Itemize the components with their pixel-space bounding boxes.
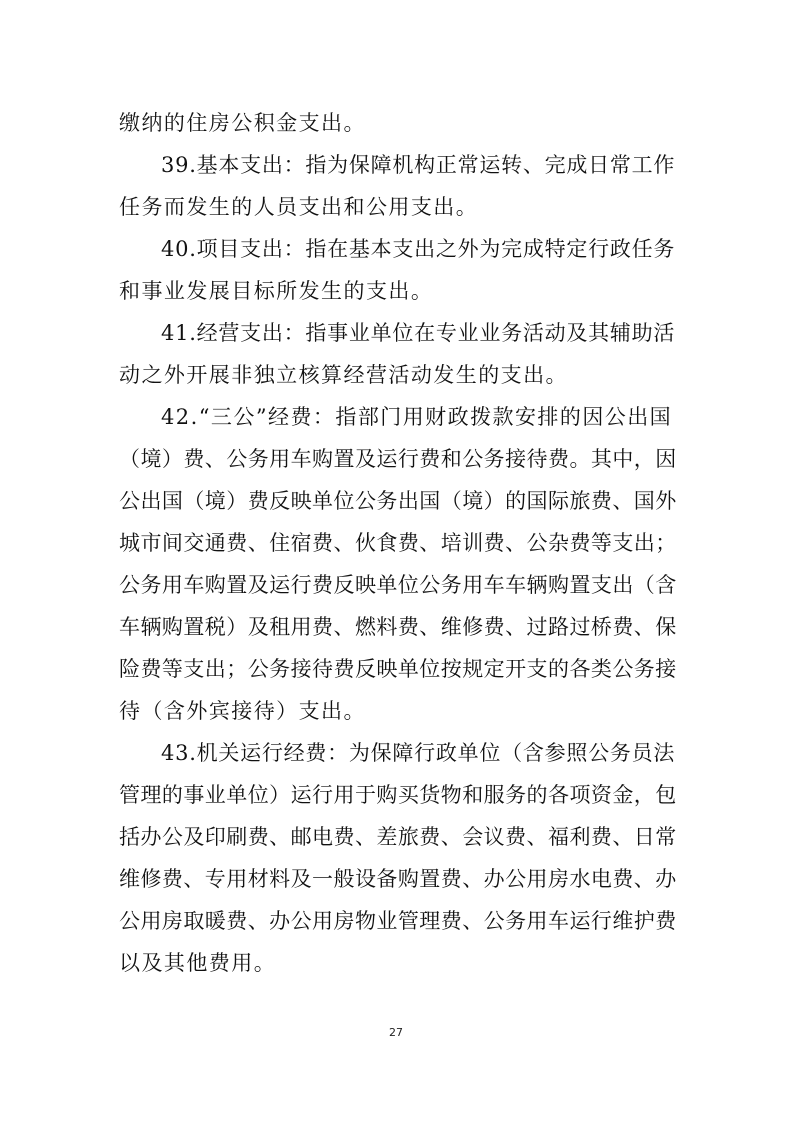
text-line: 公用房取暖费、办公用房物业管理费、公务用车运行维护费 bbox=[119, 909, 677, 933]
text-line-item-42: 42.“三公”经费：指部门用财政拨款安排的因公出国 bbox=[161, 405, 673, 429]
text-line: 动之外开展非独立核算经营活动发生的支出。 bbox=[119, 363, 568, 387]
text-line: （境）费、公务用车购置及运行费和公务接待费。其中，因 bbox=[119, 447, 677, 471]
text-line-item-41: 41.经营支出：指事业单位在专业业务活动及其辅助活 bbox=[161, 321, 676, 345]
text-line: 任务而发生的人员支出和公用支出。 bbox=[119, 195, 479, 219]
page-number: 27 bbox=[389, 1026, 403, 1039]
text-line: 以及其他费用。 bbox=[119, 951, 277, 975]
text-line-item-40: 40.项目支出：指在基本支出之外为完成特定行政任务 bbox=[161, 237, 676, 261]
text-line-item-43: 43.机关运行经费：为保障行政单位（含参照公务员法 bbox=[161, 741, 676, 765]
text-line: 缴纳的住房公积金支出。 bbox=[119, 111, 366, 135]
text-line: 城市间交通费、住宿费、伙食费、培训费、公杂费等支出； bbox=[119, 531, 677, 555]
text-line: 公务用车购置及运行费反映单位公务用车车辆购置支出（含 bbox=[119, 573, 677, 597]
text-line: 和事业发展目标所发生的支出。 bbox=[119, 279, 434, 303]
text-line: 险费等支出；公务接待费反映单位按规定开支的各类公务接 bbox=[119, 657, 677, 681]
text-line-item-39: 39.基本支出：指为保障机构正常运转、完成日常工作 bbox=[161, 153, 676, 177]
text-line: 维修费、专用材料及一般设备购置费、办公用房水电费、办 bbox=[119, 867, 677, 891]
text-line: 公出国（境）费反映单位公务出国（境）的国际旅费、国外 bbox=[119, 489, 677, 513]
text-line: 管理的事业单位）运行用于购买货物和服务的各项资金，包 bbox=[119, 783, 677, 807]
text-line: 待（含外宾接待）支出。 bbox=[119, 699, 366, 723]
text-line: 车辆购置税）及租用费、燃料费、维修费、过路过桥费、保 bbox=[119, 615, 677, 639]
text-line: 括办公及印刷费、邮电费、差旅费、会议费、福利费、日常 bbox=[119, 825, 677, 849]
